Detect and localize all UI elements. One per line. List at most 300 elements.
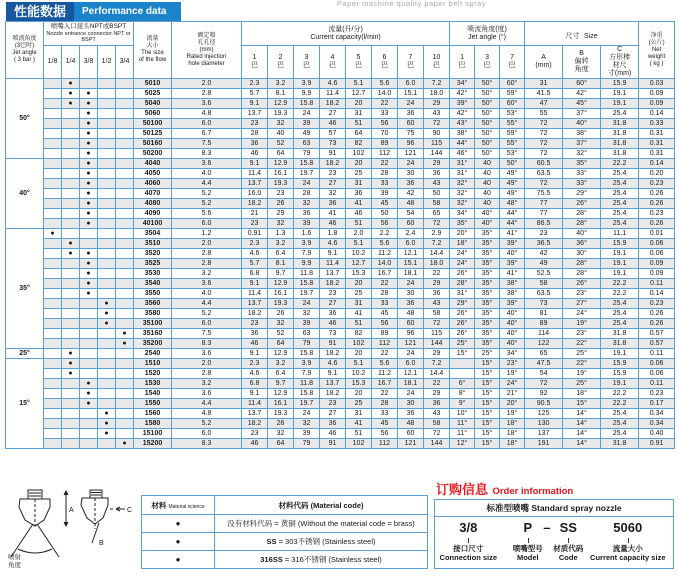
flow-size-cell: 35100 xyxy=(134,319,172,329)
capacity-cell: 9.7 xyxy=(268,269,294,279)
connector-header-zh: 喷嘴入口接头NPT或BSPT xyxy=(50,23,127,31)
size-cell: 25.4 xyxy=(601,189,639,199)
capacity-cell: 30 xyxy=(398,399,424,409)
capacity-cell: 18.2 xyxy=(242,419,268,429)
nozzle-dimension-diagram xyxy=(4,487,136,575)
connector-size-header: 1/8 xyxy=(44,46,62,79)
capacity-cell: 82 xyxy=(346,329,372,339)
size-cell: 25.4 xyxy=(601,199,639,209)
capacity-cell: 26 xyxy=(268,419,294,429)
capacity-cell: 2.4 xyxy=(398,229,424,239)
hole-diameter-cell: 4.4 xyxy=(172,399,242,409)
table-row xyxy=(6,119,675,129)
page-caption: Paper machine quality paper belt spray xyxy=(337,0,487,8)
connector-dot-cell: ● xyxy=(80,179,98,189)
size-cell: 28° xyxy=(563,209,601,219)
net-weight-cell: 0.33 xyxy=(639,119,675,129)
jet-angle-cell: 40° xyxy=(475,219,500,229)
jet-angle-cell: 40° xyxy=(500,309,525,319)
capacity-cell: 36 xyxy=(398,109,424,119)
capacity-cell: 9.1 xyxy=(242,159,268,169)
size-cell: 31.8 xyxy=(601,139,639,149)
connector-dot-cell xyxy=(98,339,116,349)
capacity-bar-header: 2 巴 xyxy=(268,46,294,79)
connector-dot-cell xyxy=(44,149,62,159)
jet-angle-cell: 28° xyxy=(450,279,475,289)
size-cell: 28° xyxy=(563,269,601,279)
capacity-cell: 5.1 xyxy=(346,79,372,89)
connector-dot-cell xyxy=(116,419,134,429)
connector-dot-cell xyxy=(80,419,98,429)
jet-angle-cell: 24° xyxy=(450,249,475,259)
size-cell: 23 xyxy=(525,229,563,239)
connector-dot-cell xyxy=(98,269,116,279)
capacity-cell: 70 xyxy=(372,129,398,139)
hole-diameter-cell: 3.6 xyxy=(172,279,242,289)
size-cell: 23° xyxy=(563,289,601,299)
net-weight-cell: 0.06 xyxy=(639,359,675,369)
connector-dot-cell: ● xyxy=(80,209,98,219)
jet-angle-cell: 50° xyxy=(475,149,500,159)
connector-dot-cell xyxy=(98,99,116,109)
connector-dot-cell xyxy=(80,359,98,369)
capacity-cell: 22 xyxy=(424,379,450,389)
capacity-cell: 14.0 xyxy=(372,89,398,99)
capacity-cell: 48 xyxy=(398,309,424,319)
connector-dot-cell xyxy=(44,89,62,99)
size-cell: 25.4 xyxy=(601,109,639,119)
capacity-cell: 18.1 xyxy=(398,269,424,279)
flow-size-cell: 4040 xyxy=(134,159,172,169)
net-weight-cell: 0.26 xyxy=(639,309,675,319)
capacity-cell: 23 xyxy=(242,429,268,439)
group-angle-cell: 50° xyxy=(6,79,44,159)
jet-angle-cell: 50° xyxy=(475,89,500,99)
connector-dot-cell xyxy=(80,409,98,419)
size-cell: 22.2 xyxy=(601,279,639,289)
connector-dot-cell xyxy=(116,169,134,179)
connector-dot-cell: ● xyxy=(116,339,134,349)
size-cell: 72 xyxy=(525,179,563,189)
capacity-cell: 51 xyxy=(346,429,372,439)
connector-dot-cell xyxy=(98,279,116,289)
jet-angle-cell: 38° xyxy=(500,289,525,299)
jet-angle-cell: 39° xyxy=(500,239,525,249)
hole-diameter-cell: 3.6 xyxy=(172,159,242,169)
jet-angle-cell: 15° xyxy=(475,409,500,419)
capacity-cell: 27 xyxy=(320,179,346,189)
hole-diameter-cell: 8.3 xyxy=(172,149,242,159)
capacity-cell: 19.7 xyxy=(294,289,320,299)
connector-dot-cell xyxy=(98,89,116,99)
capacity-cell: 60 xyxy=(398,429,424,439)
size-cell: 15.9 xyxy=(601,369,639,379)
table-row xyxy=(6,209,675,219)
capacity-cell: 19.7 xyxy=(294,399,320,409)
capacity-cell: 25 xyxy=(346,289,372,299)
capacity-cell: 12.9 xyxy=(268,349,294,359)
material-dot-cell: ● xyxy=(142,551,215,569)
capacity-cell: 18.0 xyxy=(424,259,450,269)
net-weight-cell: 0.23 xyxy=(639,389,675,399)
connector-dot-cell: ● xyxy=(80,89,98,99)
jet-angle-cell: 35° xyxy=(475,319,500,329)
jet-angle-cell: 26° xyxy=(450,319,475,329)
size-cell: 31.8 xyxy=(601,329,639,339)
net-weight-cell: 0.11 xyxy=(639,349,675,359)
size-cell: 125 xyxy=(525,409,563,419)
order-code-label xyxy=(440,544,498,562)
capacity-cell: 18.2 xyxy=(242,309,268,319)
capacity-cell: 22 xyxy=(372,159,398,169)
col-header-net-weight: 净重 (公斤) Net weight ( kg ) xyxy=(639,22,675,79)
connector-dot-cell xyxy=(62,129,80,139)
jet-angle-cell: 46° xyxy=(450,149,475,159)
jet-angle-cell: 49° xyxy=(500,169,525,179)
connector-dot-cell xyxy=(116,239,134,249)
net-weight-cell: 0.06 xyxy=(639,249,675,259)
connector-dot-cell xyxy=(80,329,98,339)
capacity-cell: 79 xyxy=(294,439,320,449)
flow-size-cell: 1530 xyxy=(134,379,172,389)
connector-dot-cell xyxy=(62,439,80,449)
section-title-en: Performance data xyxy=(74,2,180,21)
order-labels xyxy=(435,544,673,568)
capacity-cell: 11.2 xyxy=(372,369,398,379)
col-header-connector xyxy=(44,22,134,46)
size-cell: 40° xyxy=(563,119,601,129)
jet-angle-cell: 40° xyxy=(500,329,525,339)
connector-dot-cell xyxy=(80,239,98,249)
flow-size-cell: 1560 xyxy=(134,409,172,419)
capacity-cell: 144 xyxy=(424,339,450,349)
capacity-cell: 15.8 xyxy=(294,389,320,399)
size-cell: 19.1 xyxy=(601,379,639,389)
size-cell: 122 xyxy=(525,339,563,349)
connector-dot-cell: ● xyxy=(98,309,116,319)
section-title-bar xyxy=(6,2,181,21)
jet-angle-cell: 18° xyxy=(500,429,525,439)
order-info-title-zh: 订购信息 xyxy=(436,482,489,497)
connector-dot-cell xyxy=(62,229,80,239)
capacity-cell: 18.0 xyxy=(424,89,450,99)
capacity-cell: 4.6 xyxy=(320,79,346,89)
connector-dot-cell xyxy=(98,359,116,369)
performance-table xyxy=(5,21,675,449)
capacity-cell: 115 xyxy=(424,139,450,149)
table-row xyxy=(6,269,675,279)
material-row xyxy=(142,533,428,551)
capacity-cell: 13.7 xyxy=(320,379,346,389)
capacity-cell: 27 xyxy=(320,109,346,119)
jet-angle-cell: 34° xyxy=(450,209,475,219)
size-cell: 114 xyxy=(525,329,563,339)
connector-dot-cell xyxy=(116,209,134,219)
connector-dot-cell xyxy=(116,319,134,329)
capacity-cell: 46 xyxy=(320,319,346,329)
flow-size-cell: 40100 xyxy=(134,219,172,229)
connector-dot-cell xyxy=(98,139,116,149)
capacity-cell: 41 xyxy=(346,419,372,429)
connector-dot-cell xyxy=(98,129,116,139)
capacity-cell: 54 xyxy=(398,209,424,219)
connector-dot-cell xyxy=(44,219,62,229)
connector-dot-cell: ● xyxy=(80,289,98,299)
flow-size-cell: 35200 xyxy=(134,339,172,349)
capacity-cell: 102 xyxy=(346,339,372,349)
jet-angle-cell: 59° xyxy=(500,89,525,99)
capacity-cell: 5.1 xyxy=(346,239,372,249)
jet-angle-cell: 60° xyxy=(500,79,525,89)
connector-dot-cell: ● xyxy=(98,409,116,419)
connector-dot-cell xyxy=(98,369,116,379)
size-cell: 55 xyxy=(525,109,563,119)
material-table xyxy=(141,495,428,569)
capacity-cell: 25 xyxy=(346,399,372,409)
connector-dot-cell xyxy=(62,149,80,159)
jet-angle-cell: 19° xyxy=(500,369,525,379)
jet-angle-bar-header: 1 巴 xyxy=(450,46,475,79)
capacity-cell: 5.7 xyxy=(242,259,268,269)
connector-dot-cell xyxy=(62,259,80,269)
capacity-cell: 73 xyxy=(320,139,346,149)
col-header-jet-angle-deg xyxy=(450,22,525,46)
connector-dot-cell xyxy=(98,119,116,129)
table-row xyxy=(6,189,675,199)
capacity-cell: 3.9 xyxy=(294,79,320,89)
flow-size-cell: 3504 xyxy=(134,229,172,239)
size-cell: 19.1 xyxy=(601,89,639,99)
capacity-cell: 24 xyxy=(398,349,424,359)
connector-dot-cell xyxy=(62,219,80,229)
connector-dot-cell xyxy=(80,229,98,239)
capacity-cell: 5.6 xyxy=(372,239,398,249)
table-row xyxy=(6,169,675,179)
capacity-cell: 41 xyxy=(346,309,372,319)
jet-angle-cell: 38° xyxy=(450,129,475,139)
order-code-tick xyxy=(468,538,469,543)
hole-diameter-cell: 4.8 xyxy=(172,109,242,119)
capacity-cell: 8.1 xyxy=(268,259,294,269)
capacity-cell: 39 xyxy=(294,119,320,129)
capacity-cell: 91 xyxy=(320,439,346,449)
flow-size-cell: 3560 xyxy=(134,299,172,309)
size-cell: 63.5 xyxy=(525,169,563,179)
connector-dot-cell xyxy=(44,439,62,449)
capacity-cell: 41 xyxy=(346,199,372,209)
capacity-cell: 22 xyxy=(372,389,398,399)
jet-angle-cell xyxy=(450,369,475,379)
jet-angle-cell: 19° xyxy=(500,409,525,419)
table-row xyxy=(6,149,675,159)
jet-angle-cell: 48° xyxy=(500,199,525,209)
capacity-cell: 36 xyxy=(242,329,268,339)
size-cell: 24° xyxy=(563,309,601,319)
connector-dot-cell xyxy=(116,89,134,99)
jet-angle-cell: 41° xyxy=(500,229,525,239)
jet-angle-cell: 31° xyxy=(450,289,475,299)
table-row xyxy=(6,289,675,299)
connector-dot-cell xyxy=(80,319,98,329)
spray-angle-label-2: 角度 xyxy=(8,562,21,569)
net-weight-cell: 0.57 xyxy=(639,339,675,349)
capacity-cell: 15.8 xyxy=(294,349,320,359)
capacity-cell: 0.91 xyxy=(242,229,268,239)
connector-dot-cell xyxy=(116,219,134,229)
size-cell: 31.8 xyxy=(601,129,639,139)
capacity-cell: 22 xyxy=(372,99,398,109)
capacity-cell: 9.1 xyxy=(242,279,268,289)
size-cell: 19° xyxy=(563,369,601,379)
capacity-cell: 2.9 xyxy=(424,229,450,239)
capacity-cell: 32 xyxy=(268,319,294,329)
connector-dot-cell xyxy=(116,79,134,89)
flow-size-cell: 50200 xyxy=(134,149,172,159)
connector-dot-cell xyxy=(62,319,80,329)
size-cell: 36.5 xyxy=(525,239,563,249)
capacity-cell: 12.1 xyxy=(398,369,424,379)
jet-angle-cell: 60° xyxy=(500,99,525,109)
capacity-cell: 10.2 xyxy=(346,249,372,259)
hole-diameter-cell: 3.2 xyxy=(172,269,242,279)
table-row xyxy=(6,439,675,449)
connector-dot-cell xyxy=(116,389,134,399)
capacity-cell: 32 xyxy=(268,429,294,439)
capacity-cell: 13.7 xyxy=(242,109,268,119)
table-row xyxy=(6,249,675,259)
capacity-cell: 31 xyxy=(346,409,372,419)
capacity-cell: 49 xyxy=(294,129,320,139)
table-row xyxy=(6,219,675,229)
connector-dot-cell xyxy=(44,179,62,189)
connector-dot-cell: ● xyxy=(98,419,116,429)
jet-angle-cell: 18° xyxy=(500,439,525,449)
jet-angle-cell: 39° xyxy=(500,259,525,269)
connector-dot-cell xyxy=(98,349,116,359)
hole-diameter-cell: 4.0 xyxy=(172,289,242,299)
connector-dot-cell xyxy=(44,119,62,129)
capacity-cell: 6.8 xyxy=(242,379,268,389)
capacity-header-zh: 流量(升/分) xyxy=(328,25,363,33)
capacity-cell: 43 xyxy=(424,109,450,119)
net-weight-cell: 0.26 xyxy=(639,189,675,199)
net-weight-cell: 0.01 xyxy=(639,229,675,239)
size-cell: 25.4 xyxy=(601,429,639,439)
jet-angle-cell: 8° xyxy=(450,389,475,399)
capacity-cell: 102 xyxy=(346,149,372,159)
jet-angle-cell: 50° xyxy=(475,79,500,89)
capacity-cell: 9.1 xyxy=(242,99,268,109)
connector-dot-cell xyxy=(62,339,80,349)
capacity-cell: 2.0 xyxy=(346,229,372,239)
capacity-cell: 56 xyxy=(372,429,398,439)
connector-dot-cell xyxy=(44,249,62,259)
size-cell: 15° xyxy=(563,399,601,409)
capacity-cell: 11.4 xyxy=(320,89,346,99)
connector-dot-cell xyxy=(44,109,62,119)
capacity-cell: 7.2 xyxy=(424,359,450,369)
size-cell: 22.2 xyxy=(601,289,639,299)
size-cell: 52.5 xyxy=(525,269,563,279)
connector-dot-cell xyxy=(98,239,116,249)
hole-diameter-cell: 3.2 xyxy=(172,379,242,389)
net-weight-cell: 0.23 xyxy=(639,209,675,219)
order-box-title-zh: 标准型喷嘴 xyxy=(486,503,529,513)
size-cell: 14° xyxy=(563,429,601,439)
capacity-cell: 72 xyxy=(424,429,450,439)
order-info-title-en: Order information xyxy=(492,486,574,497)
size-cell: 137 xyxy=(525,429,563,439)
connector-dot-cell xyxy=(44,199,62,209)
capacity-cell: 29 xyxy=(424,99,450,109)
connector-dot-cell xyxy=(98,379,116,389)
connector-dot-cell xyxy=(62,289,80,299)
capacity-cell: 12.9 xyxy=(268,99,294,109)
connector-size-header: 3/4 xyxy=(116,46,134,79)
flow-size-cell: 1520 xyxy=(134,369,172,379)
capacity-cell: 121 xyxy=(398,149,424,159)
jet-angle-cell: 34° xyxy=(500,349,525,359)
capacity-cell: 31 xyxy=(346,179,372,189)
connector-dot-cell xyxy=(116,379,134,389)
capacity-cell: 14.0 xyxy=(372,259,398,269)
capacity-cell: 36 xyxy=(294,209,320,219)
size-cell: 72 xyxy=(525,149,563,159)
connector-dot-cell xyxy=(98,249,116,259)
flow-size-cell: 4080 xyxy=(134,199,172,209)
size-cell: 25° xyxy=(563,379,601,389)
size-cell: 22° xyxy=(563,339,601,349)
capacity-cell: 56 xyxy=(372,319,398,329)
jet-angle-cell: 15° xyxy=(475,429,500,439)
connector-dot-cell xyxy=(80,369,98,379)
capacity-cell: 3.2 xyxy=(268,239,294,249)
jet-angle-cell: 35° xyxy=(475,229,500,239)
size-cell: 22.2 xyxy=(601,159,639,169)
material-header-zh: 材料 xyxy=(151,500,167,510)
dimension-label-c: C xyxy=(127,507,133,514)
table-row xyxy=(6,359,675,369)
jet-angle-cell: 26° xyxy=(450,309,475,319)
jet-angle-cell: 35° xyxy=(475,259,500,269)
net-weight-cell: 0.09 xyxy=(639,269,675,279)
order-code-label-en: Model xyxy=(516,553,539,562)
connector-dot-cell xyxy=(62,409,80,419)
hole-diameter-cell: 6.0 xyxy=(172,429,242,439)
jet-angle-cell: 21° xyxy=(500,389,525,399)
capacity-cell: 24 xyxy=(398,99,424,109)
flow-size-cell: 3550 xyxy=(134,289,172,299)
capacity-cell: 3.9 xyxy=(294,239,320,249)
capacity-cell: 26 xyxy=(268,199,294,209)
jet-angle-cell: 29° xyxy=(450,299,475,309)
connector-dot-cell xyxy=(98,399,116,409)
capacity-cell: 52 xyxy=(268,139,294,149)
jet-angle-cell: 35° xyxy=(475,269,500,279)
connector-dot-cell xyxy=(44,349,62,359)
capacity-cell: 112 xyxy=(372,149,398,159)
connector-dot-cell: ● xyxy=(80,139,98,149)
capacity-cell: 79 xyxy=(294,339,320,349)
capacity-cell: 11.4 xyxy=(242,399,268,409)
capacity-cell: 3.2 xyxy=(268,359,294,369)
jet-angle-cell: 42° xyxy=(450,89,475,99)
connector-dot-cell: ● xyxy=(80,219,98,229)
table-row xyxy=(6,239,675,249)
connector-dot-cell xyxy=(80,79,98,89)
capacity-cell: 144 xyxy=(424,439,450,449)
capacity-bar-header: 10 巴 xyxy=(424,46,450,79)
